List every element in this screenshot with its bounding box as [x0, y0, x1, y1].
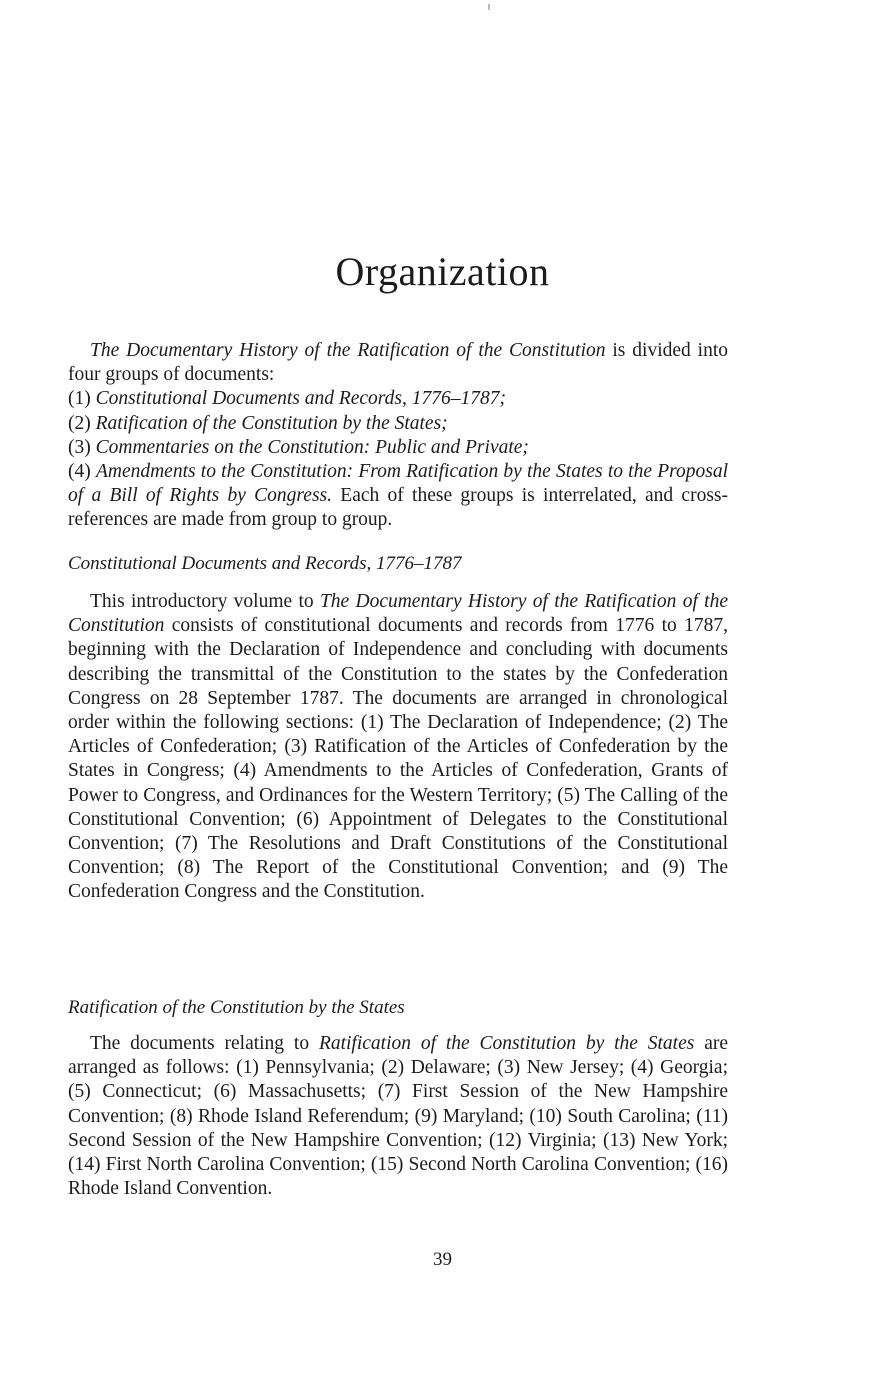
intro-lead-title: The Documentary History of the Ratification of the Constitution: [90, 340, 606, 361]
section-paragraph-ratification-by-states: [68, 1032, 728, 1201]
intro-lead-rest: is divided into four groups of documents:: [68, 340, 729, 386]
group-number: (1): [68, 388, 91, 410]
group-item-4: [68, 460, 728, 533]
group-number: (3): [68, 436, 91, 458]
intro-lead: [68, 339, 728, 387]
paragraph-body: consists of constitutional documents and records from 1776 to 1787, beginning with the Declaration of Independence and concluding with documents describing the transmittal of the Constitution to the states by the Confederation Congress on 28 September 1787. The documents are arranged in chronological order within the following sections: (1) The Declaration of Independence; (2) The Articles of Confederation; (3) Ratification of the Articles of Confederation by the States in Congress; (4) Amendments to the Articles of Confederation, Grants of Power to Congress, and Ordinances for the Western Territory; (5) The Calling of the Constitutional Convention; (6) Appointment of Delegates to the Constitutional Convention; (7) The Resolutions and Draft Constitutions of the Constitutional Convention; (8) The Report of the Constitutional Convention; and (9) The Confederation Congress and the Constitution.: [68, 615, 728, 903]
section-heading-constitutional-documents: Constitutional Documents and Records, 1776–1787: [68, 553, 462, 574]
group-title: Ratification of the Constitution by the States;: [95, 412, 448, 434]
group-item-3: [68, 436, 728, 460]
page-number: 39: [433, 1249, 452, 1270]
paragraph-body: are arranged as follows: (1) Pennsylvania; (2) Delaware; (3) New Jersey; (4) Georgia; (5) Connecticut; (6) Massachusetts; (7) First Session of the New Hampshire Convention; (8) Rhode Island Referendum; (9) Maryland; (10) South Carolina; (11) Second Session of the New Hampshire Convention; (12) Virginia; (13) New York; (14) First North Carolina Convention; (15) Second North Carolina Convention; (16) Rhode Island Convention.: [68, 1033, 729, 1200]
group-title: Amendments to the Constitution: From Ratification by the States to the Proposal of a Bill of Rights by Congress.: [68, 461, 728, 507]
intro-closing: Each of these groups is interrelated, and cross-references are made from group to group.: [68, 485, 728, 531]
group-item-1: [68, 387, 728, 411]
group-title: Commentaries on the Constitution: Public and Private;: [95, 436, 529, 458]
group-number: (4): [68, 461, 91, 483]
paragraph-title: Ratification of the Constitution by the States: [318, 1033, 695, 1054]
group-number: (2): [68, 412, 91, 434]
scan-mark: [488, 4, 490, 10]
section-heading-ratification-by-states: Ratification of the Constitution by the States: [68, 997, 405, 1018]
page-title: Organization: [335, 249, 550, 294]
paragraph-start: The documents relating to: [90, 1033, 310, 1054]
paragraph-title: The Documentary History of the Ratification of the Constitution: [68, 591, 728, 637]
paragraph-start: This introductory volume to: [90, 591, 314, 612]
group-title: Constitutional Documents and Records, 1776–1787;: [95, 388, 507, 410]
group-item-2: [68, 412, 728, 436]
section-paragraph-constitutional-documents: [68, 590, 728, 905]
intro-paragraph: [68, 339, 728, 533]
